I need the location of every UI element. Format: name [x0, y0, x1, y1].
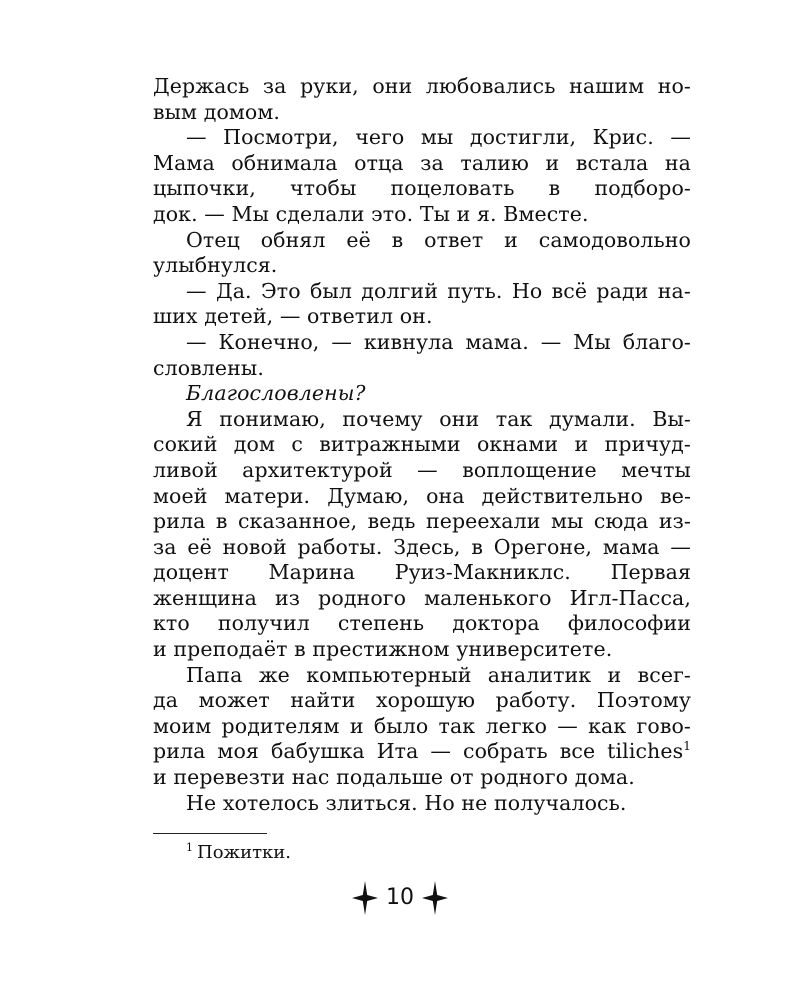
- text-line: и преподаёт в престижном университете.: [153, 637, 613, 662]
- text-line: Держась за руки, они любовались нашим но-: [153, 74, 691, 98]
- text-line: словлены.: [153, 355, 264, 380]
- ornament-right-icon: [422, 881, 448, 915]
- text-line: моей матери. Думаю, она действительно ве-: [153, 483, 691, 508]
- footnote: [186, 842, 291, 864]
- text-line: — Конечно, — кивнула мама. — Мы благо-: [186, 329, 691, 354]
- paragraph: [153, 791, 691, 817]
- text-line: Отец обнял её в ответ и самодовольно: [186, 227, 691, 252]
- paragraph: [153, 228, 691, 279]
- page-body: [153, 74, 691, 816]
- paragraph: [153, 381, 691, 407]
- text-line: рила моя бабушка Ита — собрать все tiliches$^1$: [153, 739, 691, 764]
- footnote-reference: 1: [683, 739, 691, 754]
- text-line: ших детей, — ответил он.: [153, 304, 433, 329]
- ornament-left-icon: [352, 881, 378, 915]
- paragraph: [153, 125, 691, 227]
- text-line: Благословлены?: [186, 381, 366, 406]
- paragraph: [153, 330, 691, 381]
- page-folio: [0, 881, 800, 915]
- paragraph: [153, 663, 691, 791]
- text-line: кто получил степень доктора философии: [153, 611, 691, 636]
- text-line: Мама обнимала отца за талию и встала на: [153, 150, 691, 175]
- paragraph: [153, 74, 691, 125]
- text-line: вым домом.: [153, 99, 281, 124]
- footnote-divider: [153, 833, 267, 834]
- text-line: улыбнулся.: [153, 253, 278, 278]
- text-line: женщина из родного маленького Игл-Пасса,: [153, 585, 691, 610]
- footnote-text: Пожитки.: [197, 842, 292, 863]
- text-line: рила в сказанное, ведь переехали мы сюда из-: [153, 509, 691, 534]
- text-line: — Посмотри, чего мы достигли, Крис. —: [186, 125, 691, 150]
- text-line: и перевезти нас подальше от родного дома.: [153, 765, 635, 790]
- text-line: моим родителям и было так легко — как гово-: [153, 713, 691, 738]
- text-line: — Да. Это был долгий путь. Но всё ради на-: [186, 278, 691, 303]
- footnote-marker: 1: [186, 841, 193, 854]
- text-line: Не хотелось злиться. Но не получалось.: [186, 790, 627, 815]
- text-line: да может найти хорошую работу. Поэтому: [153, 688, 691, 713]
- text-line: за её новой работы. Здесь, в Орегоне, мама —: [153, 534, 691, 559]
- text-line: Папа же компьютерный аналитик и всег-: [186, 662, 691, 687]
- paragraph: [153, 279, 691, 330]
- text-line: Я понимаю, почему они так думали. Вы-: [186, 406, 691, 431]
- text-line: цыпочки, чтобы поцеловать в подборо-: [153, 176, 691, 201]
- text-line: сокий дом с витражными окнами и причуд-: [153, 432, 691, 457]
- page-number: 10: [386, 885, 414, 910]
- text-line: ливой архитектурой — воплощение мечты: [153, 457, 691, 482]
- paragraph: [153, 407, 691, 663]
- text-line: док. — Мы сделали это. Ты и я. Вместе.: [153, 201, 589, 226]
- text-line: доцент Марина Руиз-Макниклс. Первая: [153, 560, 691, 585]
